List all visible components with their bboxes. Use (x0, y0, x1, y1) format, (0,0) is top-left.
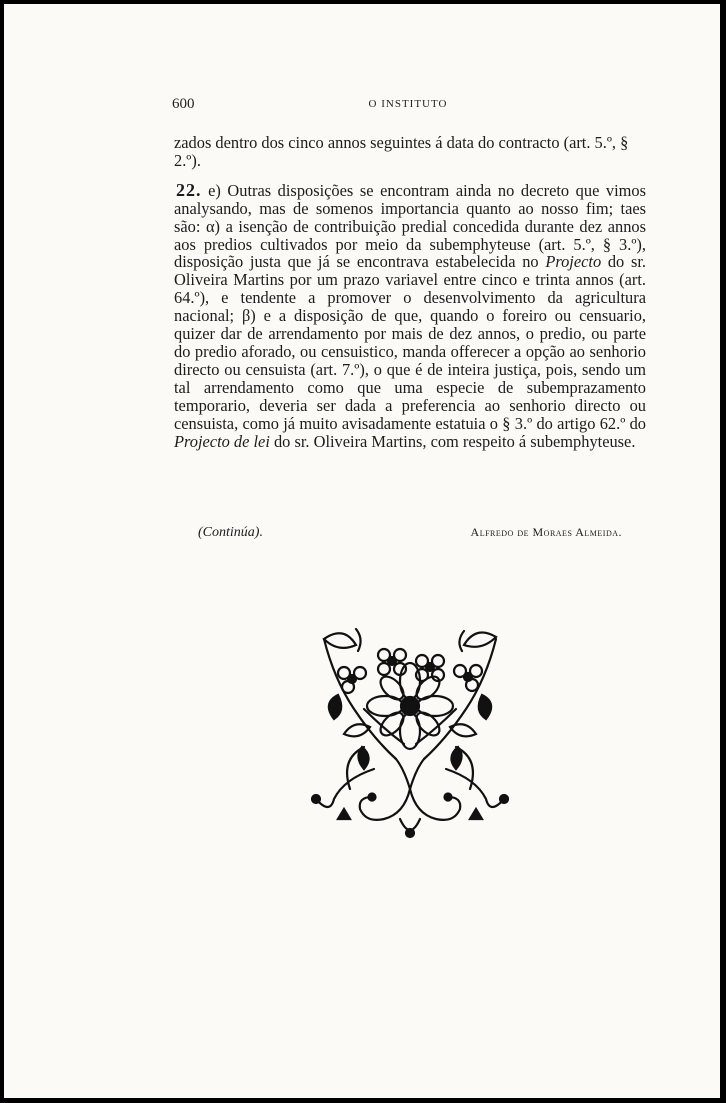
page-number: 600 (172, 96, 195, 112)
projecto-title: Projecto (545, 252, 602, 272)
paragraph-text-part-2: do sr. Oliveira Martins por um prazo variavel entre cinco e trinta annos (art. 64.º), e tendente a promover o desenvolvimento da agricultura nacional; β) e a disposição de que, quando o foreiro ou censuario, quizer dar de arrendamento por mais de dez annos, o predio, ou parte do predio aforado, ou censuistico, manda offerecer a opção ao senhorio directo ou censuista (art. 7.º), o que é de inteira justiça, pois, sendo um tal arrendamento como que uma especie de subemprazamento temporario, deveria ser dada a preferencia ao senhorio directo ou censuista, como já muito avisadamente estatuia o § 3.º do artigo 62.º do (174, 252, 646, 433)
projecto-de-lei-title: Projecto de lei (174, 431, 270, 451)
paragraph-22 (174, 179, 646, 451)
page (4, 4, 720, 1098)
upper-flowers (338, 649, 482, 693)
running-header (172, 96, 644, 116)
scroll-curls (312, 794, 508, 838)
running-title: O INSTITUTO (368, 98, 448, 110)
paragraph-continued: zados dentro dos cinco annos seguintes á data do contracto (art. 5.º, § 2.º). (174, 133, 629, 170)
paragraph-text-part-1: e) Outras disposições se encontram ainda no decreto que vimos analysando, mas de somenos importancia quanto ao nosso fim; taes são: α) a isenção de contribuição predial concedida durante dez annos aos predios cultivados por meio da subemphyteuse (art. 5.º, § 3.º), disposição justa que já se encontrava estabelecida no (174, 180, 646, 272)
article-footer (198, 525, 622, 545)
author-signature: Alfredo de Moraes Almeida. (470, 525, 622, 539)
paragraph-text-part-3: do sr. Oliveira Martins, com respeito á subemphyteuse. (269, 431, 636, 451)
center-flower (367, 663, 453, 749)
paragraph-number: 22. (176, 179, 202, 200)
continua-note: (Continúa). (198, 525, 263, 540)
floral-vignette-icon (304, 619, 516, 844)
body-text (174, 134, 646, 450)
